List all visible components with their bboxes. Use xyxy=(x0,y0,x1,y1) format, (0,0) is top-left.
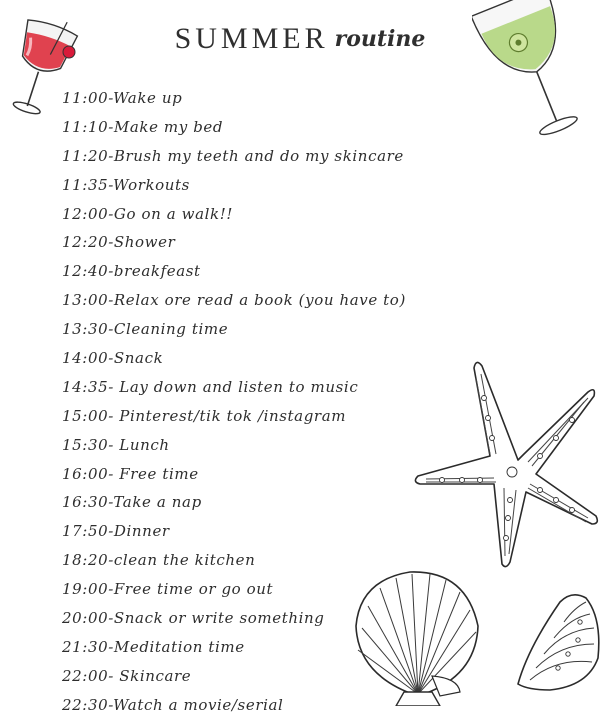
starfish-icon xyxy=(412,358,600,570)
conch-shell-icon xyxy=(510,588,600,692)
list-item: 11:00-Wake up xyxy=(62,89,183,107)
list-item: 22:30-Watch a movie/serial xyxy=(62,695,284,714)
list-item: 22:00- Skincare xyxy=(62,666,192,685)
list-item: 16:00- Free time xyxy=(62,464,199,483)
scallop-shell-icon xyxy=(348,566,488,706)
list-item: 13:00-Relax ore read a book (you have to) xyxy=(62,291,406,310)
list-item: 12:20-Shower xyxy=(62,233,176,252)
page-title xyxy=(0,22,600,66)
list-item: 19:00-Free time or go out xyxy=(62,580,274,599)
list-item: 20:00-Snack or write something xyxy=(62,609,325,628)
list-item: 15:00- Pinterest/tik tok /instagram xyxy=(62,406,347,425)
list-item: 17:50-Dinner xyxy=(62,522,170,541)
list-item: 11:20-Brush my teeth and do my skincare xyxy=(62,146,404,165)
list-item: 15:30- Lunch xyxy=(62,435,170,454)
title-script: routine xyxy=(334,26,426,52)
list-item: 11:35-Workouts xyxy=(62,175,190,194)
list-item: 14:00-Snack xyxy=(62,349,164,368)
list-item: 12:00-Go on a walk!! xyxy=(62,204,233,223)
title-main: SUMMER xyxy=(174,22,329,55)
list-item: 21:30-Meditation time xyxy=(62,637,245,656)
list-item: 11:10-Make my bed xyxy=(62,117,224,136)
list-item: 12:40-breakfeast xyxy=(62,262,201,281)
list-item: 13:30-Cleaning time xyxy=(62,320,229,339)
list-item: 14:35- Lay down and listen to music xyxy=(62,377,359,396)
list-item: 18:20-clean the kitchen xyxy=(62,551,256,570)
list-item: 16:30-Take a nap xyxy=(62,493,202,512)
